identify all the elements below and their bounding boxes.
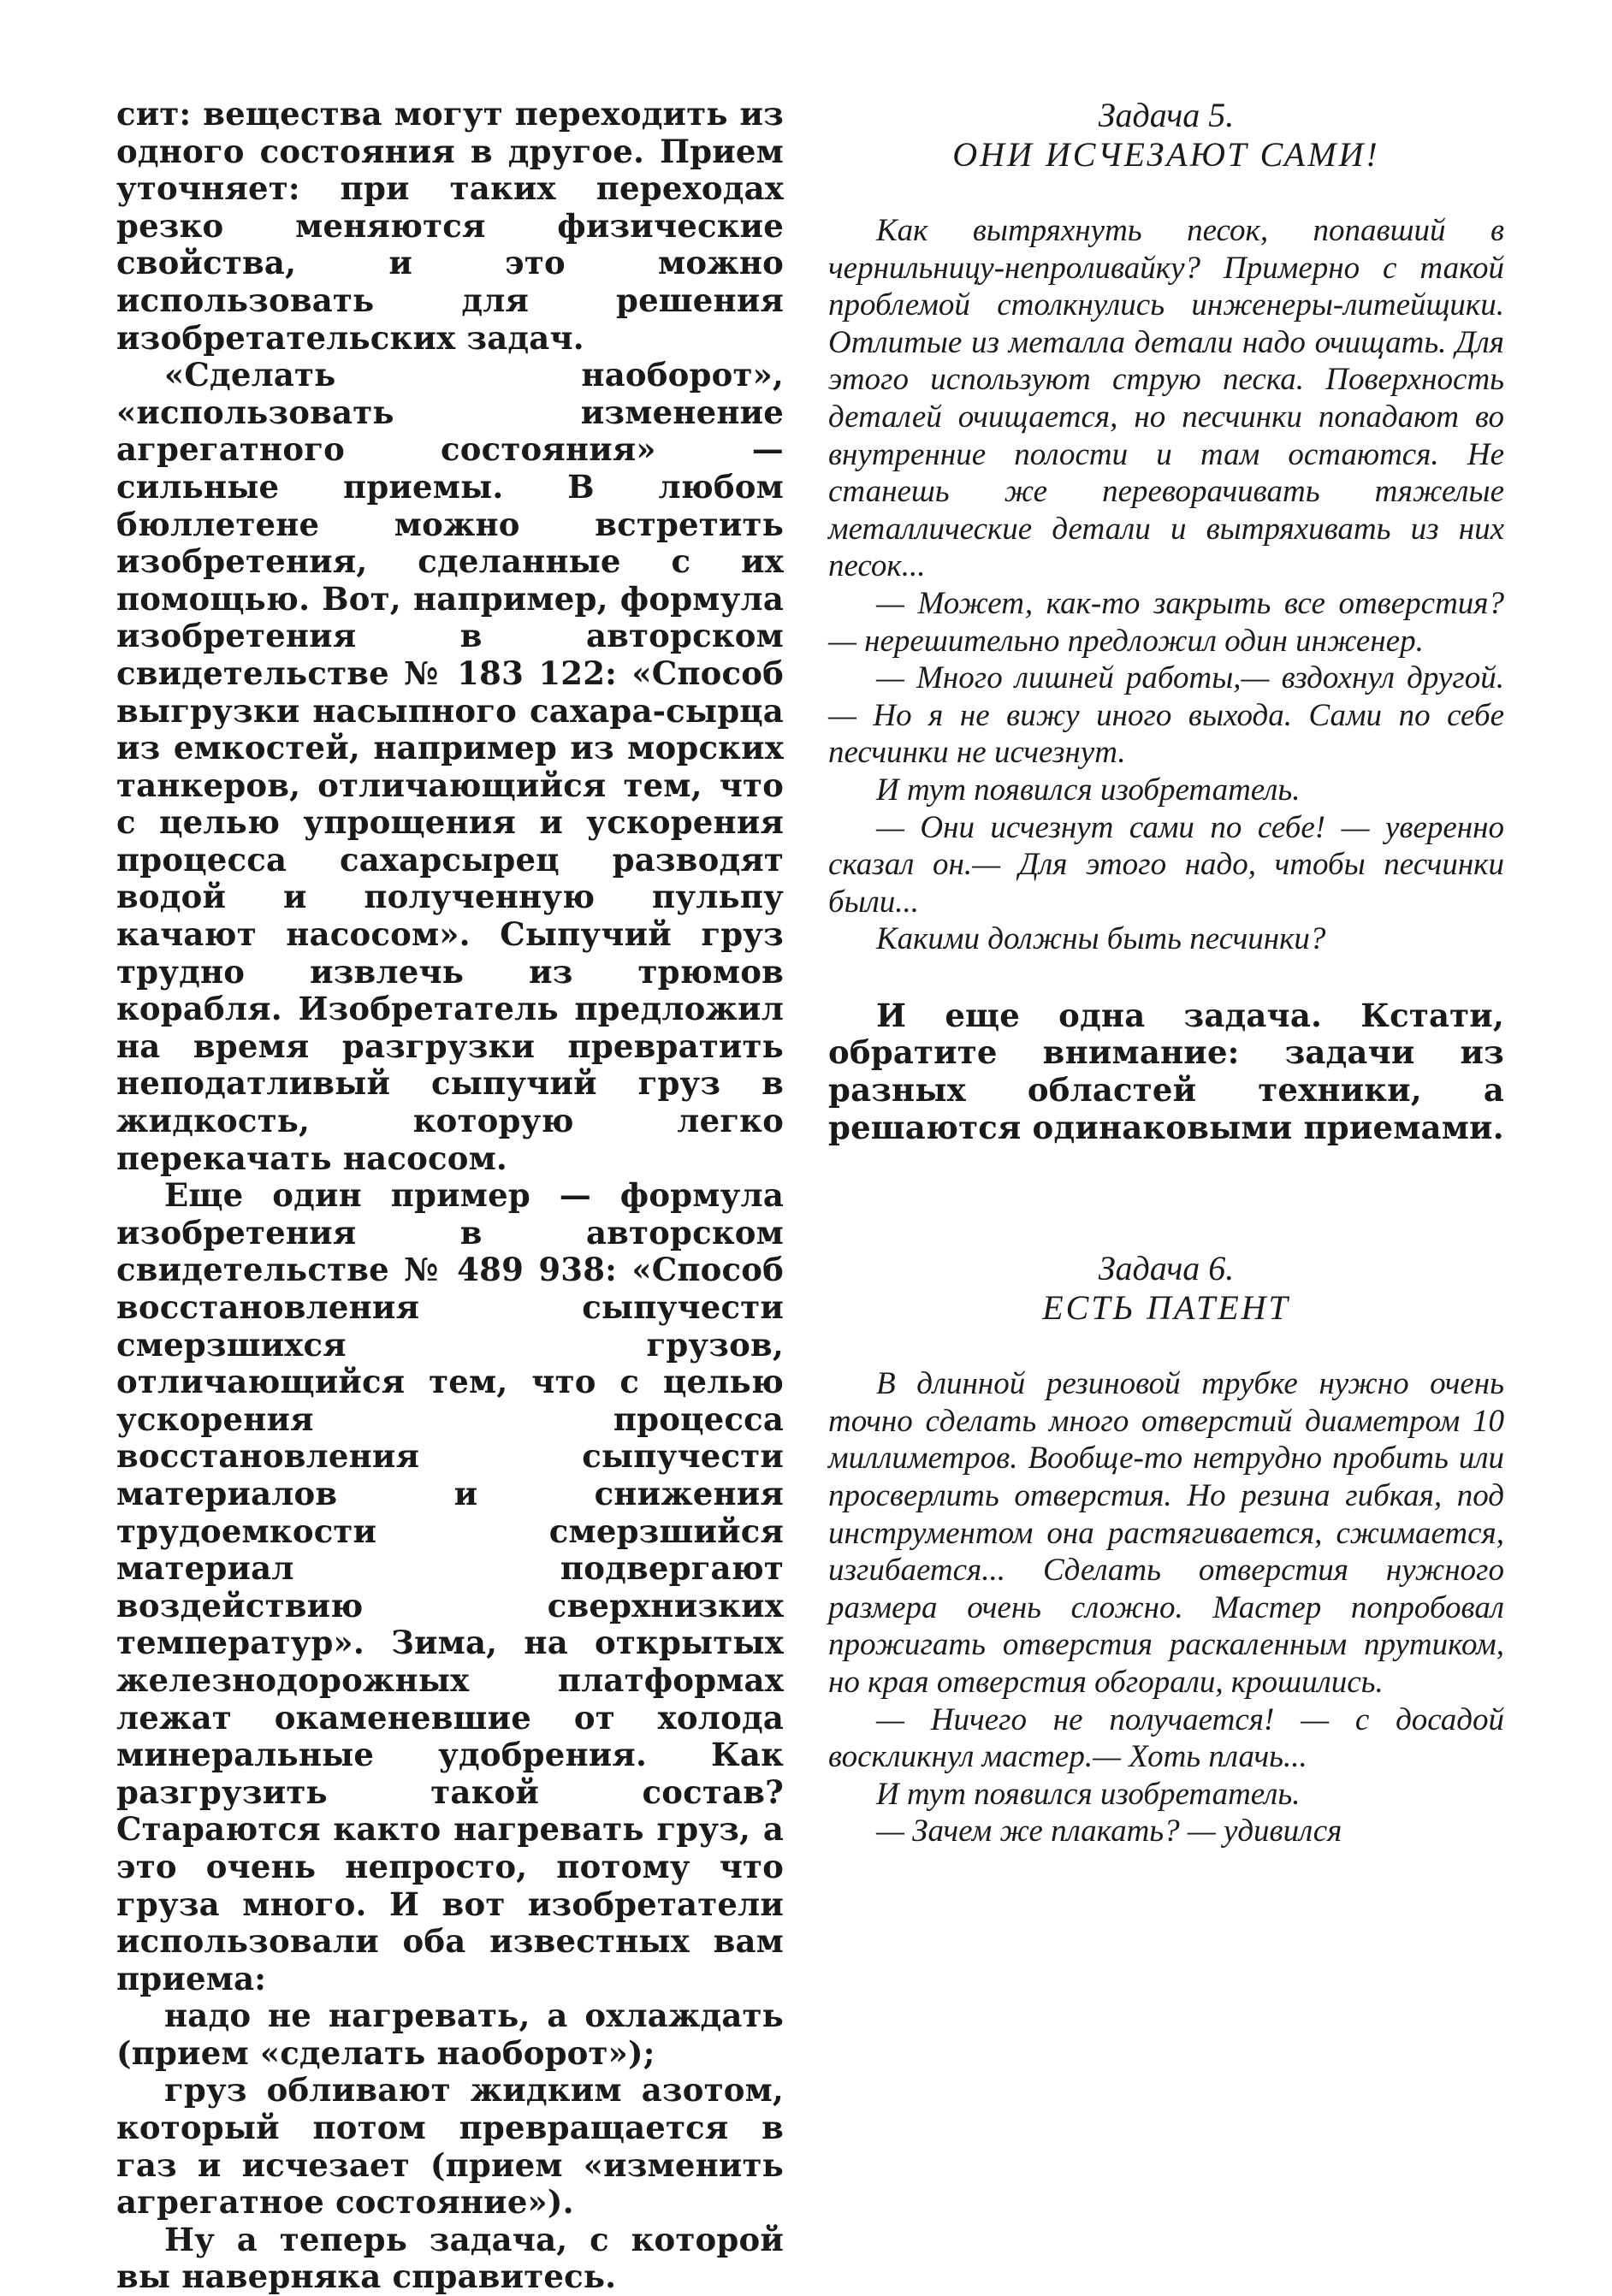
task-5-paragraph-1: Как вытряхнуть песок, попавший в чернильницу-непроливайку? Примерно с такой проблемой столкнулись инженеры-литейщики. Отлитые из металла детали надо очищать. Для этого используют струю песка. Поверхность деталей очищается, но песчинки попадают во внутренние полости и там остаются. Не станешь же переворачивать тяжелые металлические детали и вытряхивать из них песок...	[828, 213, 1504, 584]
task-5-paragraph-2: — Может, как-то закрыть все отверстия? — нерешительно предложил один инженер.	[828, 585, 1504, 659]
right-column	[828, 96, 1504, 1850]
left-paragraph-5: груз обливают жидким азотом, который потом превращается в газ и исчезает (прием «изменить агрегатное состояние»).	[116, 2071, 784, 2222]
task-6-title: ЕСТЬ ПАТЕНТ	[1042, 1288, 1290, 1328]
task-5-paragraph-3: — Много лишней работы,— вздохнул другой.— Но я не вижу иного выхода. Сами по себе песчинки не исчезнут.	[828, 660, 1504, 771]
task-5-title: ОНИ ИСЧЕЗАЮТ САМИ!	[952, 135, 1380, 174]
task-6-number: Задача 6.	[1098, 1249, 1235, 1288]
task-5-paragraph-4: И тут появился изобретатель.	[876, 772, 1301, 808]
left-paragraph-3: Еще один пример — формула изобретения в авторском свидетельстве № 489 938: «Способ восстановления сыпучести смерзшихся грузов, отличающийся тем, что с целью ускорения процесса восстановления сыпучести материалов и снижения трудоемкости смерзшийся материал подвергают воздействию сверхнизких температур». Зима, на открытых железнодорожных платформах лежат окаменевшие от холода минеральные удобрения. Как разгрузить такой состав? Стараются както нагревать груз, а это очень непросто, потому что груза много. И вот изобретатели использовали оба известных вам приема:	[116, 1176, 784, 1997]
task-5-paragraph-6: Какими должны быть песчинки?	[876, 921, 1326, 957]
task-6-paragraph-1: В длинной резиновой трубке нужно очень точно сделать много отверстий диаметром 10 миллиметров. Вообще-то нетрудно пробить или просверлить отверстия. Но резина гибкая, под инструментом она растягивается, сжимается, изгибается... Сделать отверстия нужного размера очень сложно. Мастер попробовал прожигать отверстия раскаленным прутиком, но края отверстия обгорали, крошились.	[828, 1366, 1504, 1700]
task-5-number: Задача 5.	[1098, 96, 1235, 134]
left-paragraph-4: надо не нагревать, а охлаждать (прием «сделать наоборот»);	[116, 1997, 784, 2072]
left-paragraph-2: «Сделать наоборот», «использовать изменение агрегатного состояния» — сильные приемы. В любом бюллетене можно встретить изобретения, сделанные с их помощью. Вот, например, формула изобретения в авторском свидетельстве № 183 122: «Способ выгрузки насыпного сахара-сырца из емкостей, например из морских танкеров, отличающийся тем, что с целью упрощения и ускорения процесса сахарсырец разводят водой и полученную пульпу качают насосом». Сыпучий груз трудно извлечь из трюмов корабля. Изобретатель предложил на время разгрузки превратить неподатливый сыпучий груз в жидкость, которую легко перекачать насосом.	[116, 356, 784, 1177]
transition-paragraph: И еще одна задача. Кстати, обратите внимание: задачи из разных областей техники, а решаются одинаковыми приемами.	[828, 996, 1504, 1146]
left-column	[116, 96, 784, 2296]
left-paragraph-6: Ну а теперь задача, с которой вы наверняка справитесь.	[116, 2220, 784, 2296]
task-6-paragraph-2: — Ничего не получается! — с досадой воскликнул мастер.— Хоть плачь...	[828, 1701, 1504, 1775]
task-6-paragraph-4: — Зачем же плакать? — удивился	[876, 1814, 1342, 1849]
task-5-paragraph-5: — Они исчезнут сами по себе! — уверенно сказал он.— Для этого надо, чтобы песчинки были...	[828, 809, 1504, 920]
task-6-paragraph-3: И тут появился изобретатель.	[876, 1776, 1301, 1812]
left-paragraph-1: сит: вещества могут переходить из одного состояния в другое. Прием уточняет: при таких переходах резко меняются физические свойства, и это можно использовать для решения изобретательских задач.	[116, 95, 784, 357]
